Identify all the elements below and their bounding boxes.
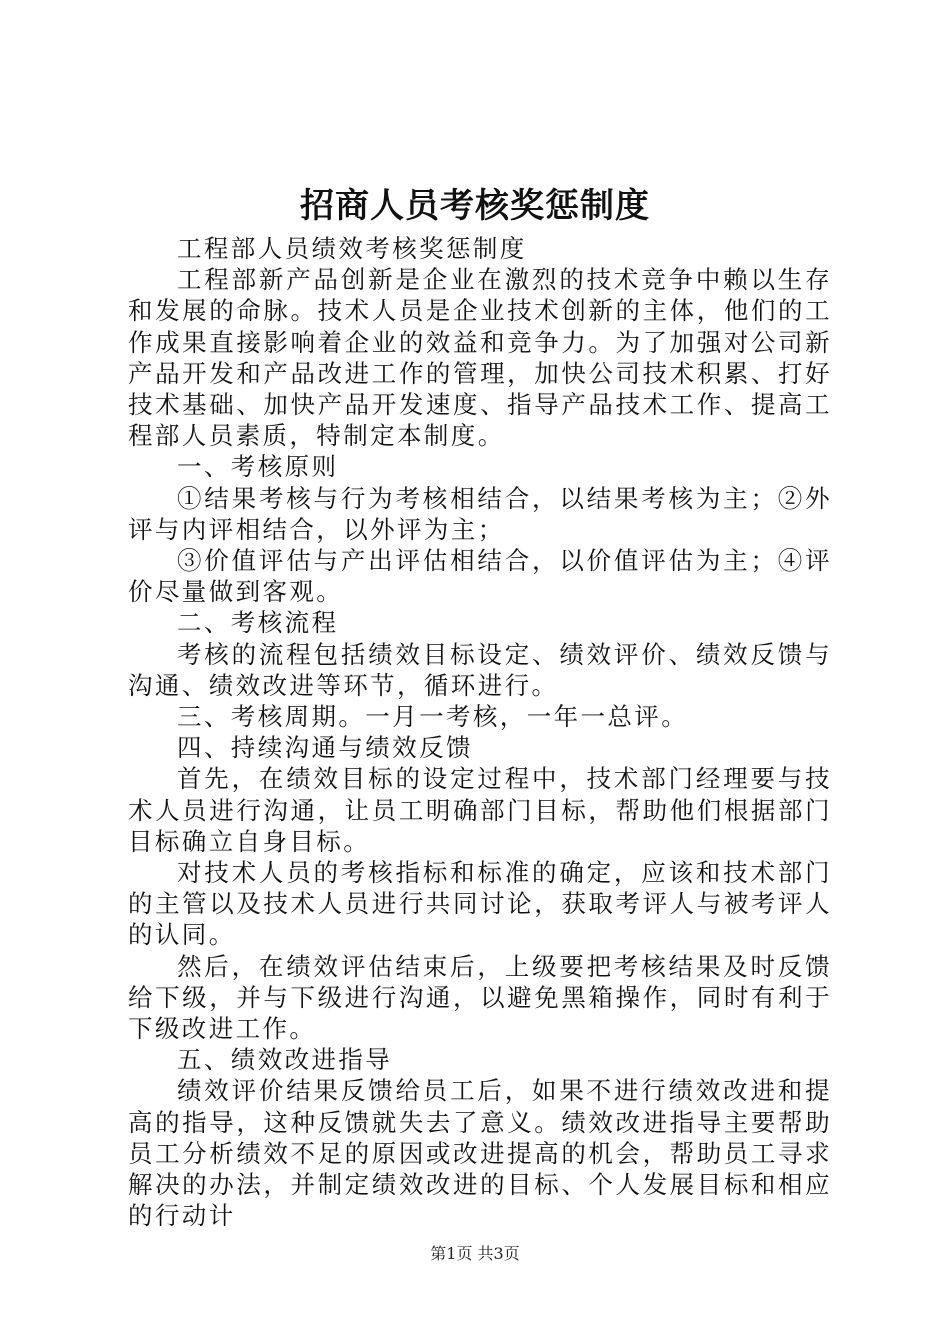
paragraph-principle-1: ①结果考核与行为考核相结合，以结果考核为主；②外评与内评相结合，以外评为主； [128, 483, 832, 544]
paragraph-improvement: 绩效评价结果反馈给员工后，如果不进行绩效改进和提高的指导，这种反馈就失去了意义。绩效改进指导主要帮助员工分析绩效不足的原因或改进提高的机会，帮助员工寻求解决的办法，并制定绩效改进的目标、个人发展目标和相应的行动计 [128, 1076, 832, 1231]
document-body [128, 233, 832, 1232]
document-title: 招商人员考核奖惩制度 [300, 186, 650, 226]
paragraph-principle-2: ③价值评估与产出评估相结合，以价值评估为主；④评价尽量做到客观。 [128, 546, 832, 607]
paragraph-feedback-2: 对技术人员的考核指标和标准的确定，应该和技术部门的主管以及技术人员进行共同讨论，获取考评人与被考评人的认同。 [128, 858, 832, 950]
section-heading-improvement: 五、绩效改进指导 [177, 1045, 393, 1075]
paragraph-feedback-1: 首先，在绩效目标的设定过程中，技术部门经理要与技术人员进行沟通，让员工明确部门目标，帮助他们根据部门目标确立自身目标。 [128, 764, 832, 856]
section-heading-process: 二、考核流程 [177, 608, 339, 638]
paragraph-process: 考核的流程包括绩效目标设定、绩效评价、绩效反馈与沟通、绩效改进等环节，循环进行。 [128, 639, 832, 700]
section-heading-principles: 一、考核原则 [177, 452, 339, 482]
section-heading-cycle: 三、考核周期。一月一考核，一年一总评。 [177, 702, 689, 732]
page-indicator: 第1页 共3页 [430, 1244, 520, 1263]
paragraph-feedback-3: 然后，在绩效评估结束后，上级要把考核结果及时反馈给下级，并与下级进行沟通，以避免黑箱操作，同时有利于下级改进工作。 [128, 951, 832, 1044]
paragraph-subtitle: 工程部人员绩效考核奖惩制度 [177, 234, 527, 263]
section-heading-feedback: 四、持续沟通与绩效反馈 [177, 733, 473, 763]
paragraph-intro: 工程部新产品创新是企业在激烈的技术竞争中赖以生存和发展的命脉。技术人员是企业技术创新的主体，他们的工作成果直接影响着企业的效益和竞争力。为了加强对公司新产品开发和产品改进工作的管理，加快公司技术积累、打好技术基础、加快产品开发速度、指导产品技术工作、提高工程部人员素质，特制定本制度。 [128, 265, 832, 451]
